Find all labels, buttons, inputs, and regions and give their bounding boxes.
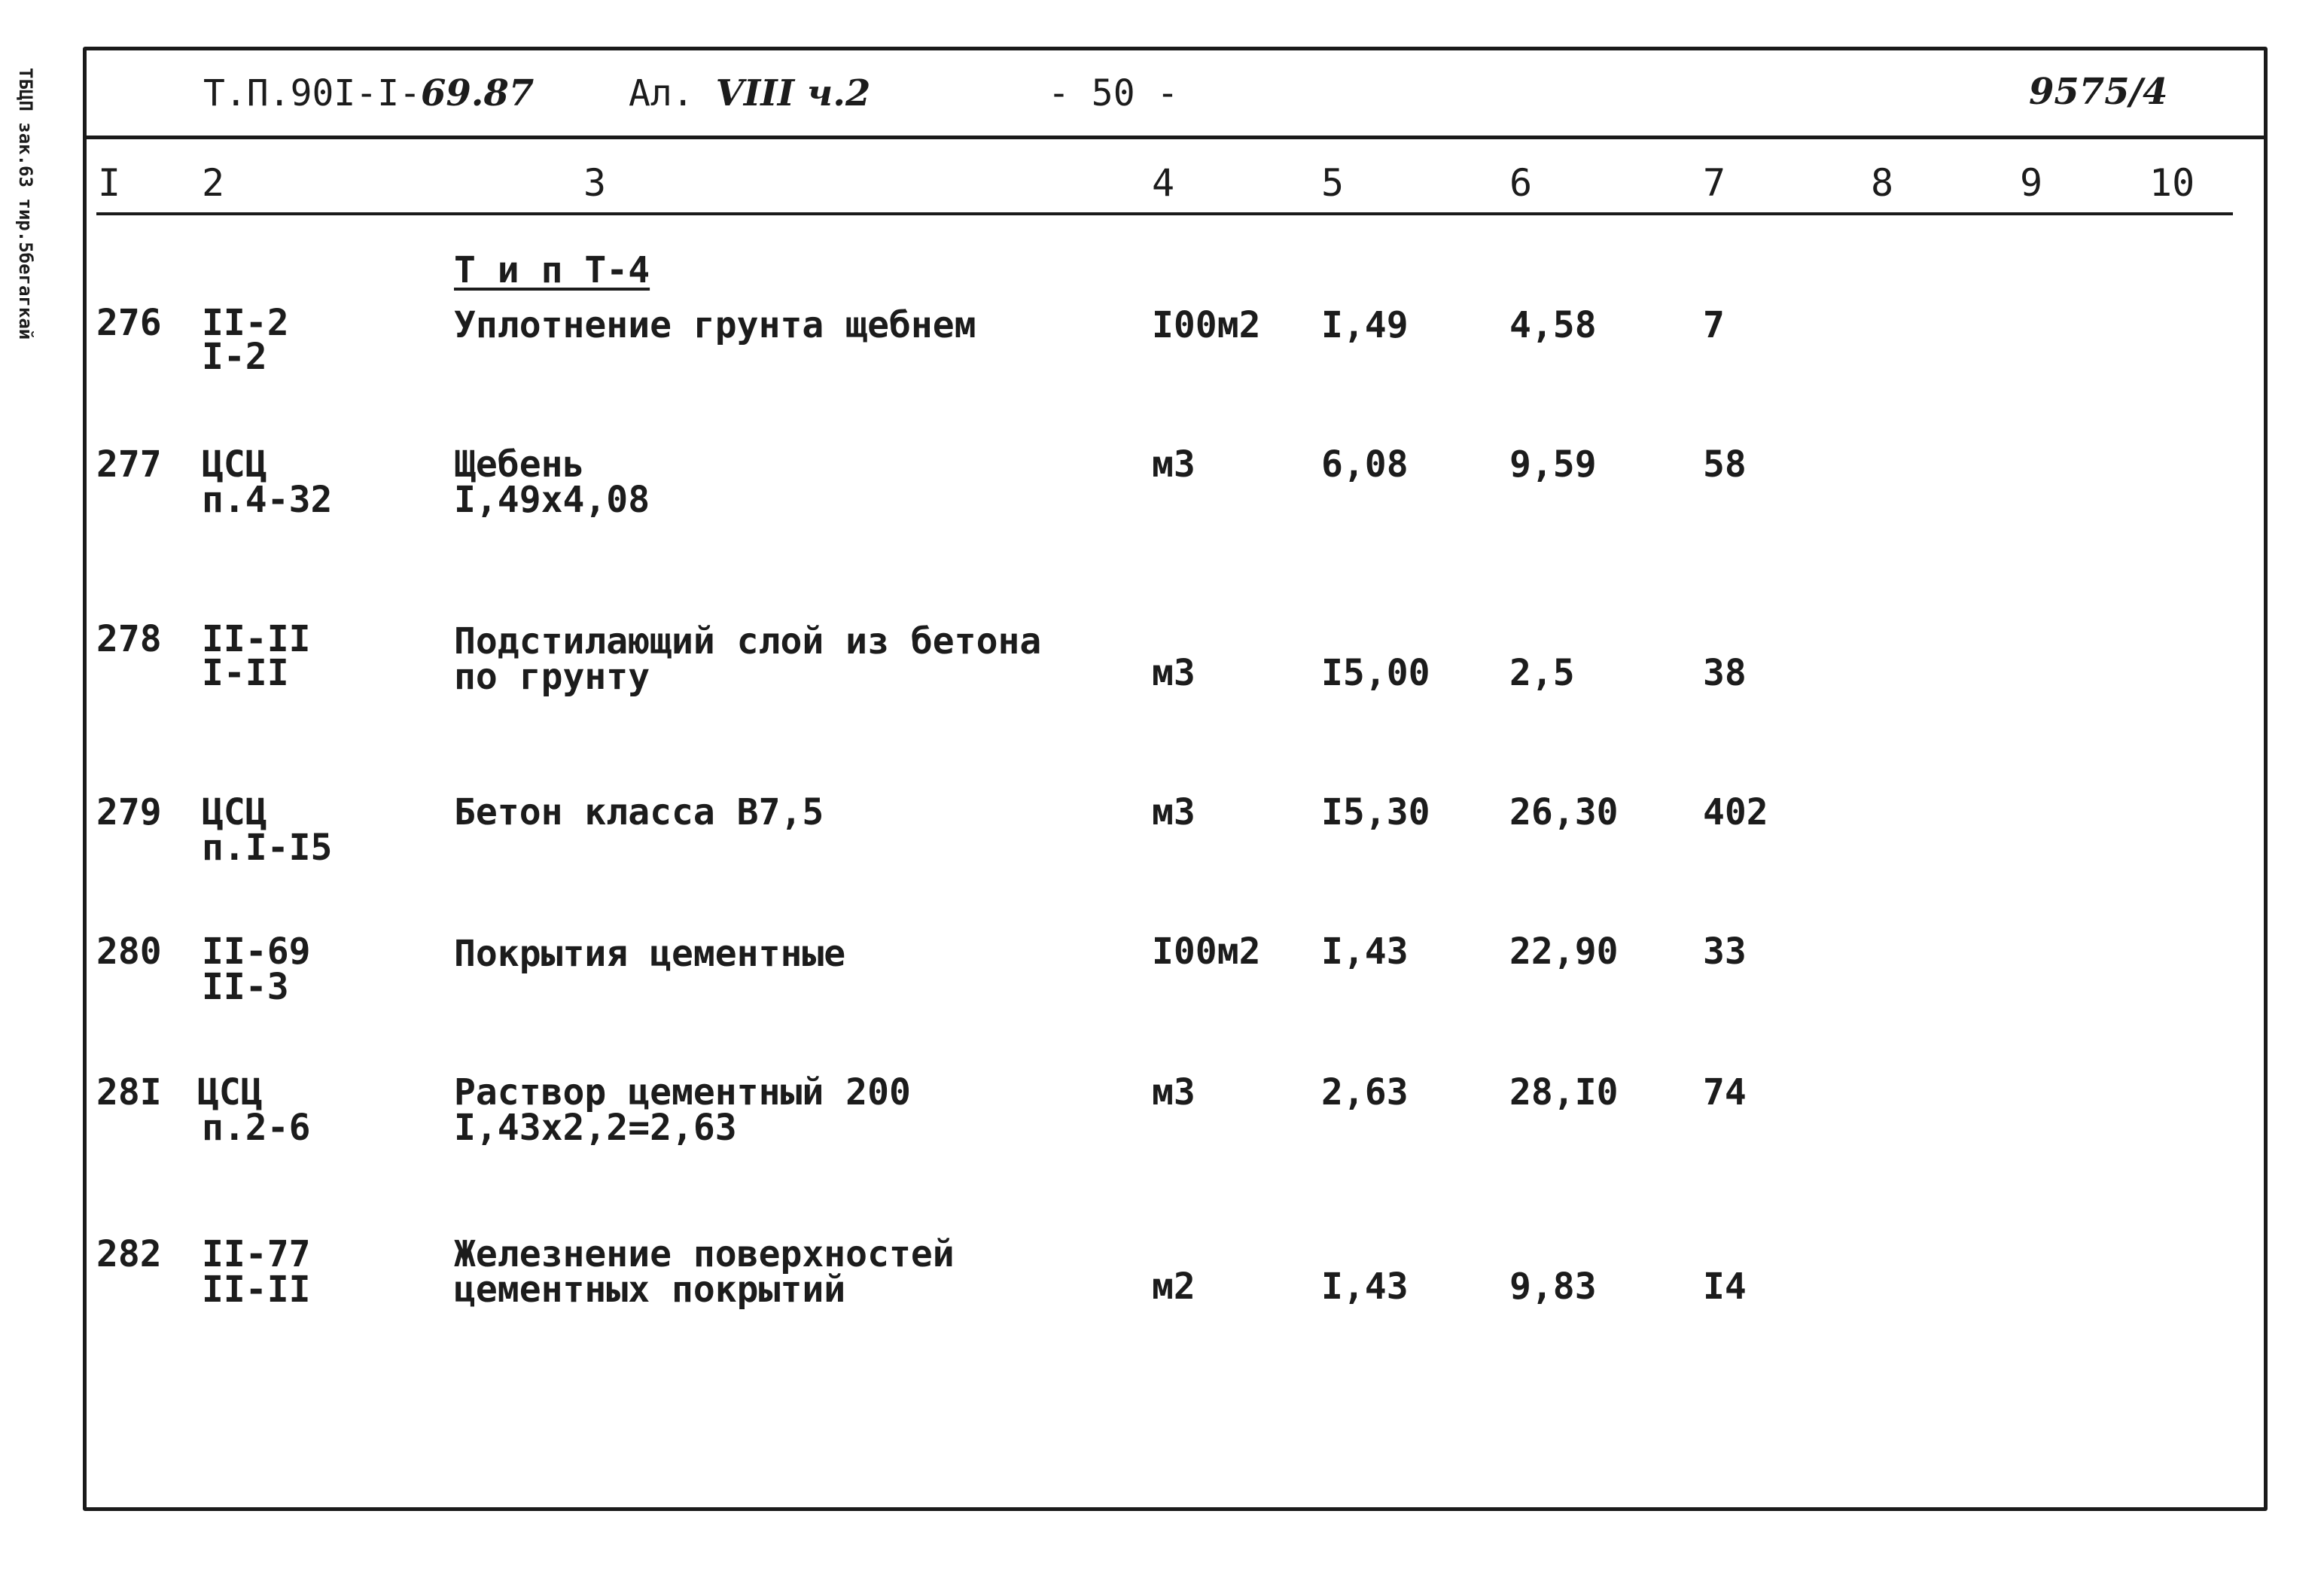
col-header-4: 4 — [1152, 161, 1175, 205]
row-code-line2: II-3 — [202, 966, 289, 1008]
row-description-line2: цементных покрытий — [454, 1269, 846, 1311]
row-description-line2: по грунту — [454, 656, 650, 698]
side-stamp: ТБЦП зак.63 тир.5бегагкай — [15, 68, 36, 340]
row-cost: 74 — [1703, 1071, 1747, 1113]
archive-stamp: 9575/4 — [2029, 71, 2168, 113]
row-number: 28I — [96, 1071, 162, 1113]
section-title: Т и п Т-4 — [454, 249, 650, 291]
row-unit-price: 4,58 — [1509, 304, 1597, 346]
row-number: 282 — [96, 1233, 162, 1275]
row-code-line2: I-2 — [202, 336, 267, 378]
row-quantity: I5,30 — [1321, 791, 1430, 833]
row-unit: I00м2 — [1152, 931, 1261, 973]
drawing-code-handwritten: 69.87 — [420, 72, 535, 114]
row-description-line2: I,43x2,2=2,63 — [454, 1107, 737, 1149]
row-number: 277 — [96, 443, 162, 486]
row-unit: м2 — [1152, 1266, 1196, 1308]
col-header-5: 5 — [1321, 161, 1345, 205]
row-description: Покрытия цементные — [454, 933, 846, 975]
row-unit-price: 2,5 — [1509, 652, 1575, 694]
row-number: 278 — [96, 618, 162, 660]
row-code-line1: II-2 — [202, 302, 289, 344]
col-header-10: 10 — [2149, 161, 2195, 205]
row-cost: 402 — [1703, 791, 1768, 833]
row-unit: I00м2 — [1152, 304, 1261, 346]
row-code-line1: II-77 — [202, 1233, 311, 1275]
drawing-code — [203, 72, 535, 114]
col-header-1: I — [98, 161, 121, 205]
col-header-2: 2 — [202, 161, 225, 205]
column-header-divider — [96, 212, 2233, 215]
row-quantity: I,43 — [1321, 1266, 1409, 1308]
row-quantity: I,49 — [1321, 304, 1409, 346]
row-quantity: 2,63 — [1321, 1071, 1409, 1113]
album-handwritten: VIII ч.2 — [715, 72, 871, 114]
row-code-line1: ЦСЦ — [202, 443, 267, 486]
row-description-line1: Щебень — [454, 443, 585, 486]
row-code-line2: II-II — [202, 1269, 311, 1311]
row-description: Уплотнение грунта щебнем — [454, 304, 976, 346]
row-cost: 33 — [1703, 931, 1747, 973]
row-number: 276 — [96, 302, 162, 344]
row-number: 280 — [96, 931, 162, 973]
row-unit-price: 26,30 — [1509, 791, 1619, 833]
row-code-line2: п.I-I5 — [202, 827, 333, 869]
row-unit-price: 28,I0 — [1509, 1071, 1619, 1113]
row-description-line1: Подстилающий слой из бетона — [454, 620, 1042, 663]
row-cost: 58 — [1703, 443, 1747, 486]
album-prefix: Ал. — [629, 72, 694, 114]
row-code-line1: ЦСЦ — [202, 791, 267, 833]
row-cost: 7 — [1703, 304, 1725, 346]
row-quantity: I,43 — [1321, 931, 1409, 973]
col-header-8: 8 — [1871, 161, 1894, 205]
row-code-line1: II-II — [202, 618, 311, 660]
row-cost: 38 — [1703, 652, 1747, 694]
row-number: 279 — [96, 791, 162, 833]
row-description-line1: Железнение поверхностей — [454, 1233, 955, 1275]
page-number: - 50 - — [1048, 72, 1179, 114]
row-code-line2: I-II — [202, 652, 289, 694]
row-quantity: I5,00 — [1321, 652, 1430, 694]
row-unit: м3 — [1152, 652, 1196, 694]
row-code-line2: п.2-6 — [202, 1107, 311, 1149]
row-unit-price: 9,83 — [1509, 1266, 1597, 1308]
row-quantity: 6,08 — [1321, 443, 1409, 486]
row-cost: I4 — [1703, 1266, 1747, 1308]
col-header-6: 6 — [1509, 161, 1533, 205]
row-unit: м3 — [1152, 443, 1196, 486]
row-description-line1: Раствор цементный 200 — [454, 1071, 911, 1113]
drawing-code-prefix: Т.П.90I-I- — [203, 72, 421, 114]
col-header-9: 9 — [2020, 161, 2043, 205]
row-unit: м3 — [1152, 791, 1196, 833]
col-header-7: 7 — [1703, 161, 1726, 205]
row-unit-price: 9,59 — [1509, 443, 1597, 486]
row-code-line1: II-69 — [202, 931, 311, 973]
row-code-line2: п.4-32 — [202, 479, 333, 521]
row-unit: м3 — [1152, 1071, 1196, 1113]
header-divider — [83, 136, 2268, 139]
album-label — [629, 72, 871, 114]
row-unit-price: 22,90 — [1509, 931, 1619, 973]
col-header-3: 3 — [583, 161, 607, 205]
row-description-line2: I,49x4,08 — [454, 479, 650, 521]
row-description: Бетон класса В7,5 — [454, 791, 824, 833]
row-code-line1: ЦСЦ — [197, 1071, 263, 1113]
